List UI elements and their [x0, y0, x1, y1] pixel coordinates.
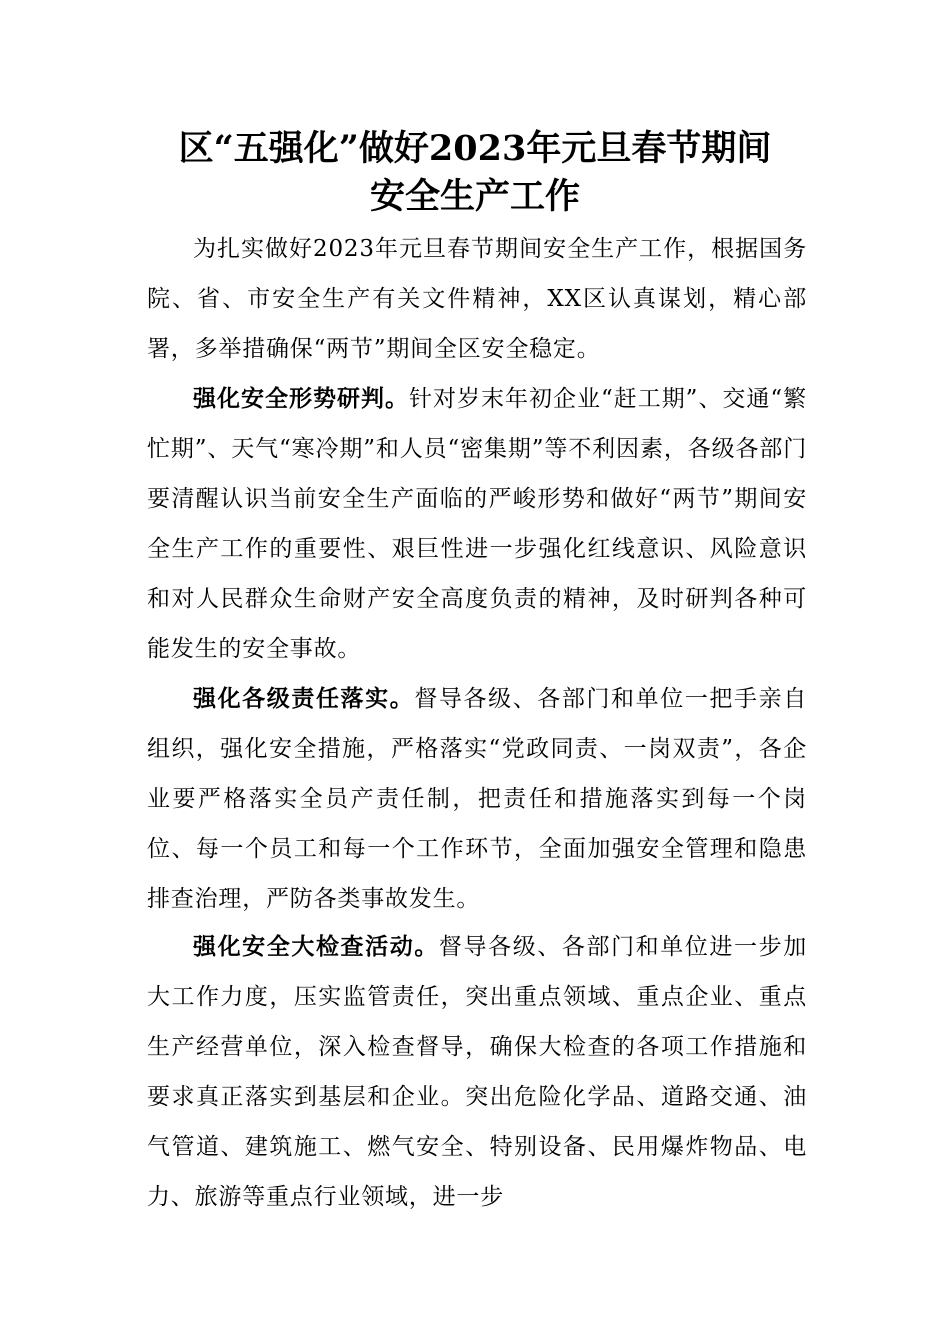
situation-paragraph [147, 374, 807, 674]
paragraph-lead: 强化安全形势研判。 [193, 385, 409, 412]
responsibility-paragraph [147, 674, 807, 924]
document-title-line-1: 区“五强化”做好2023年元旦春节期间 [178, 128, 772, 169]
section-responsibility [147, 674, 807, 924]
paragraph-text: 督导各级、各部门和单位一把手亲自组织，强化安全措施，严格落实“党政同责、一岗双责”，各企业要严格落实全员产责任制，把责任和措施落实到每一个岗位、每一个员工和每一个工作环节，全面加强安全管理和隐患排查治理，严防各类事故发生。 [147, 686, 807, 912]
section-situation [147, 374, 807, 674]
paragraph-text: 针对岁末年初企业“赶工期”、交通“繁忙期”、天气“寒冷期”和人员“密集期”等不利因素，各级各部门要清醒认识当前安全生产面临的严峻形势和做好“两节”期间安全生产工作的重要性、艰巨性进一步强化红线意识、风险意识和对人民群众生命财产安全高度负责的精神，及时研判各种可能发生的安全事故。 [147, 386, 807, 662]
paragraph-lead: 强化各级责任落实。 [193, 685, 415, 712]
document-body [147, 224, 807, 374]
section-inspection [147, 922, 807, 1222]
intro-paragraph [147, 224, 807, 374]
paragraph-lead: 强化安全大检查活动。 [193, 933, 439, 960]
paragraph-text: 督导各级、各部门和单位进一步加大工作力度，压实监管责任，突出重点领域、重点企业、重点生产经营单位，深入检查督导，确保大检查的各项工作措施和要求真正落实到基层和企业。突出危险化学品、道路交通、油气管道、建筑施工、燃气安全、特别设备、民用爆炸物品、电力、旅游等重点行业领域，进一步 [147, 934, 808, 1210]
paragraph-text: 为扎实做好2023年元旦春节期间安全生产工作，根据国务院、省、市安全生产有关文件精神，XX区认真谋划，精心部署，多举措确保“两节”期间全区安全稳定。 [147, 236, 807, 362]
document-title-line-2: 安全生产工作 [369, 176, 580, 217]
inspection-paragraph [147, 922, 807, 1222]
